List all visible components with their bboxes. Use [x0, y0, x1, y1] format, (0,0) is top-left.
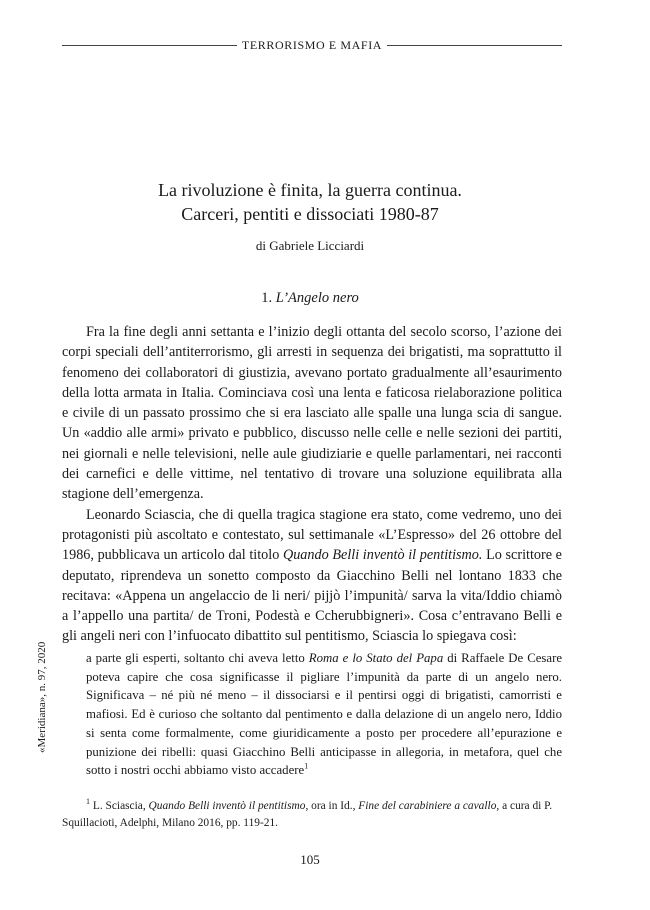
article-title-block	[60, 178, 560, 254]
paragraph-2	[62, 505, 562, 647]
running-title: TERRORISMO E MAFIA	[241, 38, 383, 52]
page-number: 105	[300, 852, 320, 867]
quote-text-b: di Raffaele De Cesare poteva capire che cosa significasse il pigliare l’impunità da parte di un angelo nero. Significava – né più né meno – il dissociarsi e il pentirsi oggi di brigatisti, camorristi e mafiosi. Ed è curioso che soltanto dal pentimento e dalla delazione di un angelo nero, Iddio si senta come formalmente, come giuridicamente a posto per procedere all’epurazione e punizione dei ribelli: quasi Giacchino Belli anticipasse in allegoria, in metafora, quel che sotto i nostri occhi abbiamo visto accadere	[86, 651, 563, 778]
article-title-line-2: Carceri, pentiti e dissociati 1980-87	[181, 204, 439, 224]
footnote-book-title: Fine del carabiniere a cavallo,	[358, 800, 500, 812]
quote-text-a: a parte gli esperti, soltanto chi aveva letto	[86, 651, 309, 665]
body-text	[62, 322, 562, 647]
section-title: L’Angelo nero	[275, 290, 359, 306]
header-rule-right	[387, 45, 562, 46]
journal-citation: «Meridiana», n. 97, 2020	[36, 641, 48, 753]
paragraph-2-text-a: Leonardo Sciascia, che di quella tragica stagione era stato, come vedremo, uno dei protagonisti più ascoltato e contestato, sul settimanale «L’Espresso» del 26 ottobre del 1986, pubblicava un articolo dal titolo	[62, 506, 562, 564]
article-title-reference: Quando Belli inventò il pentitismo.	[282, 547, 483, 564]
footnote-work-title: Quando Belli inventò il pentitismo,	[148, 800, 309, 812]
section-number: 1.	[261, 290, 273, 306]
article-author: di Gabriele Licciardi	[255, 238, 365, 253]
footnote-rest: a cura di P. Squillacioti, Adelphi, Milano 2016, pp. 119-21.	[62, 800, 553, 829]
running-header	[62, 38, 562, 53]
quote-book-title: Roma e lo Stato del Papa	[308, 651, 444, 665]
footnote-middle: ora in Id.,	[308, 800, 359, 812]
section-heading	[60, 290, 560, 307]
footnote	[62, 798, 562, 831]
header-rule-left	[62, 45, 237, 46]
footnote-ref[interactable]: 1	[304, 761, 309, 771]
block-quote	[86, 649, 562, 780]
paragraph-2-text-b: Lo scrittore e deputato, riprendeva un sonetto composto da Giacchino Belli nel lontano 1833 che recitava: «Appena un angelaccio de li neri/ pijjò l’impunità/ sarva la vita/Iddio chiamò a l’appello una partita/ de Troni, Podestà e Ccherubbigneri». Cosa c’entravano Belli e gli angeli neri con l’infuocato dibattito sul pentitismo, Sciascia lo spiegava così:	[62, 547, 562, 645]
article-title-line-1: La rivoluzione è finita, la guerra continua.	[158, 180, 462, 200]
footnote-author: L. Sciascia,	[92, 800, 149, 812]
footnote-number: 1	[86, 797, 90, 807]
paragraph-1: Fra la fine degli anni settanta e l’inizio degli ottanta del secolo scorso, l’azione dei corpi speciali dell’antiterrorismo, gli arresti in sequenza dei brigatisti, ma soprattutto il fenomeno dei collaboratori di giustizia, avevano portato gradualmente all’esaurimento della lotta armata in Italia. Cominciava così una lenta e faticosa rielaborazione politica e civile di un passato prossimo che si era lasciato alle spalle una lunga scia di sangue. Un «addio alle armi» privato e pubblico, discusso nelle celle e nelle sezioni dei partiti, nei giornali e nelle televisioni, nelle aule giudiziarie e quelle parlamentari, nei racconti dei carnefici e delle vittime, nel tentativo di trovare una soluzione equilibrata alla stagione dell’emergenza.	[62, 324, 562, 503]
